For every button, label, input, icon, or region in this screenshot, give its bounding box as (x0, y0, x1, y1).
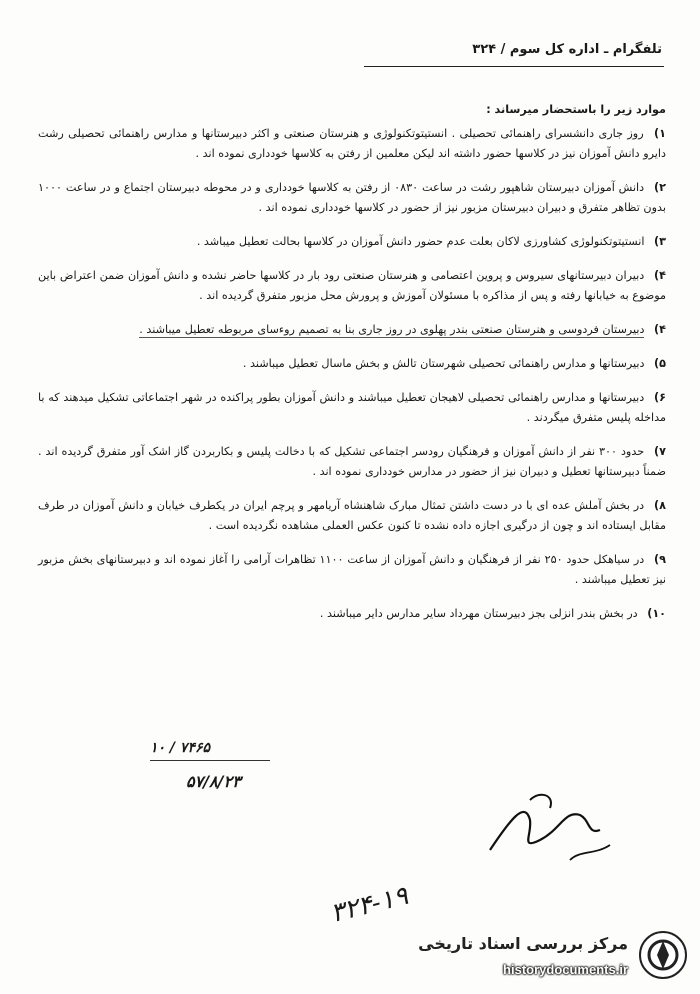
item-text: حدود ۳۰۰ نفر از دانش آموزان و فرهنگیان رودسر اجتماعی تشکیل که با دخالت پلیس و بکاربردن گاز اشک آور متفرق گردیده اند . ضمناً دبیرستانها تعطیل و دبیران نیز از حضور در مدارس خودداری نموده اند . (38, 445, 666, 478)
item-number: ۳) (654, 235, 666, 248)
header-rule (364, 66, 664, 67)
report-item (38, 388, 666, 428)
item-text: دبیرستانها و مدارس راهنمائی تحصیلی شهرستان تالش و بخش ماسال تعطیل میباشند . (242, 357, 645, 370)
report-item (38, 550, 666, 590)
signature-scribble (470, 780, 620, 870)
item-text: دانش آموزان دبیرستان شاهپور رشت در ساعت ۰۸۳۰ از رفتن به کلاسها خودداری و در محوطه دبیرستان اجتماع و در ساعت ۱۰۰۰ بدون تظاهر متفرق و دبیران دبیرستان مزبور نیز از حضور در کلاسها خودداری نموده اند . (38, 181, 666, 214)
stamp-rule (150, 760, 270, 761)
item-number: ۹) (654, 553, 666, 566)
item-text: دبیرستان فردوسی و هنرستان صنعتی بندر پهلوی در روز جاری بنا به تصمیم روءسای مربوطه تعطیل میباشند . (139, 323, 645, 336)
item-number: ۲) (654, 181, 666, 194)
report-item (38, 124, 666, 164)
document-header: تلفگرام ـ اداره کل سوم / ۳۲۴ (472, 42, 662, 57)
item-text: در بخش آملش عده ای با در دست داشتن تمثال مبارک شاهنشاه آریامهر و پرچم ایران در یکطرف خیابان و دانش آموزان در طرف مقابل ایستاده اند و چون از درگیری اجازه داده نشده تا کنون عکس العملی مشاهده نگردیده است . (38, 499, 666, 532)
item-number: ۵) (654, 357, 666, 370)
report-item (38, 232, 666, 252)
item-number: ۱) (654, 127, 666, 140)
stamp-date: ۵۷/۸/۲۳ (186, 772, 241, 791)
item-text: در سیاهکل حدود ۲۵۰ نفر از فرهنگیان و دانش آموزان از ساعت ۱۱۰۰ تظاهرات آرامی را آغاز نموده اند و دبیرستانهای بخش مزبور نیز تعطیل میباشند . (38, 553, 666, 586)
archive-logo (400, 928, 690, 988)
item-number: ۶) (654, 391, 666, 404)
stamp-number: ۷۴۶۵ / ۱۰ (150, 740, 210, 756)
report-item (38, 266, 666, 306)
intro-line: موارد زیر را باستحضار میرساند : (486, 103, 666, 116)
report-item (38, 604, 666, 624)
item-number: ۷) (654, 445, 667, 458)
archive-url[interactable]: historydocuments.ir (503, 962, 628, 977)
item-number: ۱۰) (647, 607, 666, 620)
report-item (38, 442, 666, 482)
archive-emblem-icon (638, 930, 688, 980)
item-text: در بخش بندر انزلی بجز دبیرستان مهرداد سایر مدارس دایر میباشند . (319, 607, 638, 620)
report-item (38, 320, 666, 340)
document-body (38, 100, 666, 638)
item-number: ۸) (654, 499, 666, 512)
report-item (38, 354, 666, 374)
handwritten-archive-number: ۳۲۴-۱۹ (327, 880, 412, 930)
item-text: روز جاری دانشسرای راهنمائی تحصیلی . انستیتوتکنولوژی و هنرستان صنعتی و اکثر دبیرستانها و مدارس راهنمائی تحصیلی رشت دایرو دانش آموزان نیز در کلاسها حضور داشته اند لیکن معلمین از رفتن به کلاسها خودداری نموده اند . (38, 127, 666, 160)
item-number: ۴) (654, 269, 666, 282)
item-text: دبیرستانها و مدارس راهنمائی تحصیلی لاهیجان تعطیل میباشند و دانش آموزان بطور پراکنده در شهر اجتماعاتی تشکیل میدهند که با مداخله پلیس متفرق میگردند . (38, 391, 666, 424)
item-text: انستیتوتکنولوژی کشاورزی لاکان بعلت عدم حضور دانش آموزان در کلاسها بحالت تعطیل میباشد . (196, 235, 645, 248)
item-text: دبیران دبیرستانهای سیروس و پروین اعتصامی و هنرستان صنعتی رود بار در کلاسها حاضر نشده و دانش آموزان ضمن اعتراض باین موضوع به خیابانها رفته و پس از مذاکره با مسئولان آموزش و پرورش محل مزبور متفرق گردیده اند . (38, 269, 666, 302)
archive-title: مرکز بررسی اسناد تاریخی (418, 934, 628, 953)
report-item (38, 496, 666, 536)
report-item (38, 178, 666, 218)
item-number: ۴) (654, 323, 666, 336)
